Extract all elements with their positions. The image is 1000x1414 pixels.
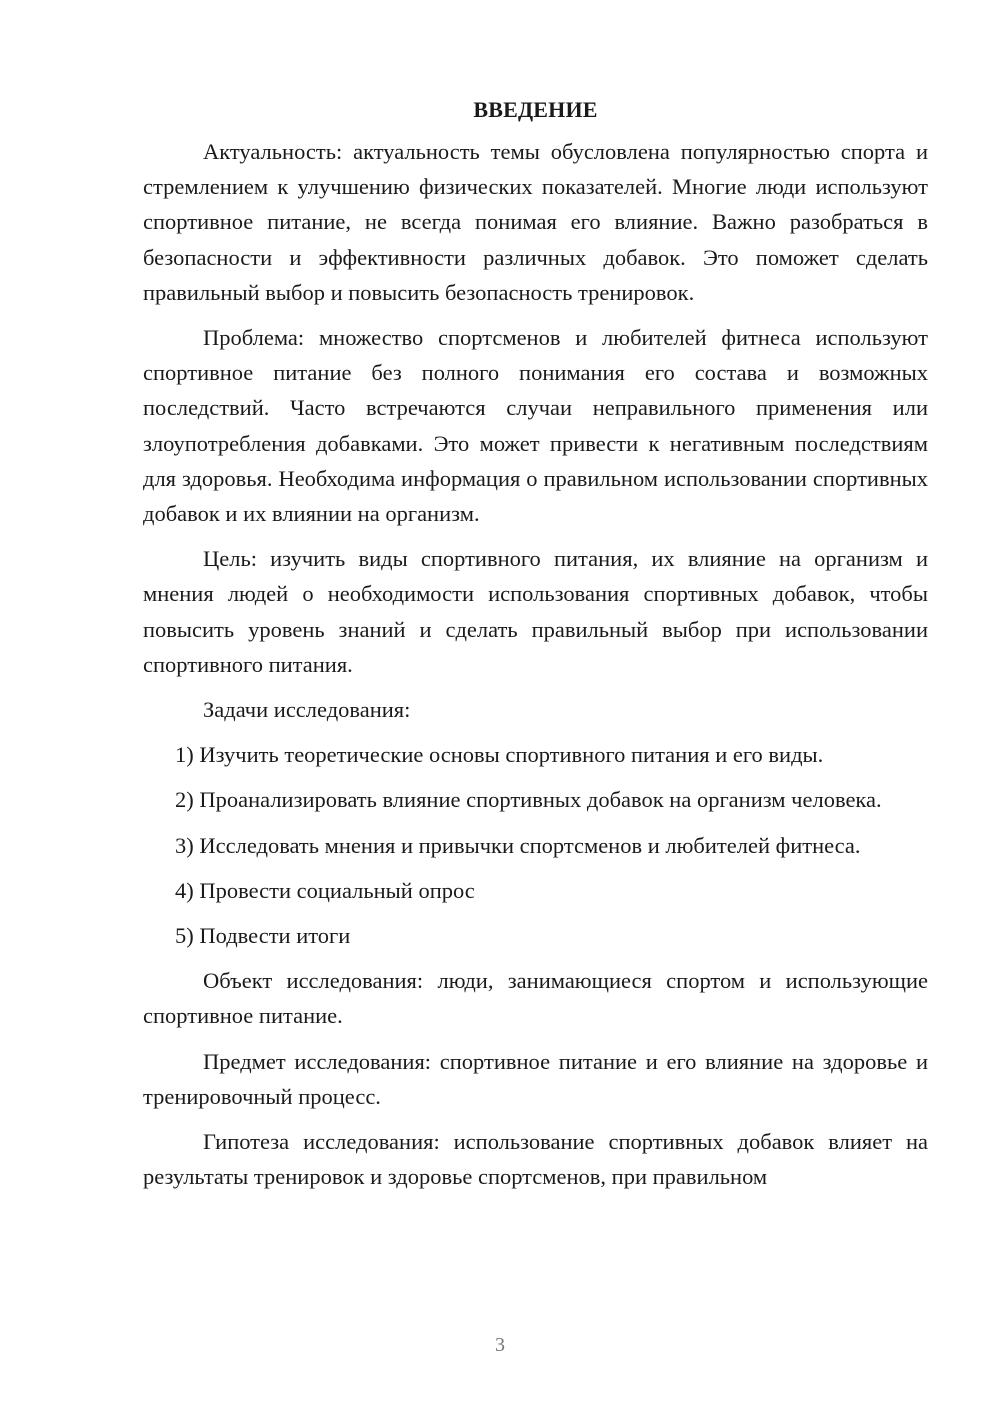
section-heading: ВВЕДЕНИЕ — [473, 97, 598, 122]
task-item-5: 5) Подвести итоги — [175, 923, 351, 949]
hypothesis-paragraph: Гипотеза исследования: использование спортивных добавок влияет на результаты тренировок и здоровье спортсменов, при правильном — [143, 1129, 928, 1190]
object-paragraph: Объект исследования: люди, занимающиеся спортом и использующие спортивное питание. — [143, 968, 928, 1029]
page-content — [143, 92, 928, 1204]
task-item-4: 4) Провести социальный опрос — [175, 877, 475, 903]
problem-paragraph: Проблема: множество спортсменов и любителей фитнеса используют спортивное питание без полного понимания его состава и возможных последствий. Часто встречаются случаи неправильного применения или злоупотребления добавками. Это может привести к негативным последствиям для здоровья. Необходима информация о правильном использовании спортивных добавок и их влиянии на организм. — [143, 325, 928, 527]
task-item-2: 2) Проанализировать влияние спортивных добавок на организм человека. — [175, 787, 882, 813]
subject-paragraph: Предмет исследования: спортивное питание и его влияние на здоровье и тренировочный процесс. — [143, 1048, 928, 1109]
relevance-paragraph: Актуальность: актуальность темы обусловлена популярностью спорта и стремлением к улучшению физических показателей. Многие люди используют спортивное питание, не всегда понимая его влияние. Важно разобраться в безопасности и эффективности различных добавок. Это поможет сделать правильный выбор и повысить безопасность тренировок. — [143, 139, 928, 305]
page-number: 3 — [495, 1334, 505, 1356]
tasks-heading: Задачи исследования: — [203, 697, 411, 723]
task-item-3: 3) Исследовать мнения и привычки спортсменов и любителей фитнеса. — [175, 832, 861, 858]
goal-paragraph: Цель: изучить виды спортивного питания, их влияние на организм и мнения людей о необходимости использования спортивных добавок, чтобы повысить уровень знаний и сделать правильный выбор при использовании спортивного питания. — [143, 546, 928, 677]
task-item-1: 1) Изучить теоретические основы спортивного питания и его виды. — [175, 742, 824, 768]
